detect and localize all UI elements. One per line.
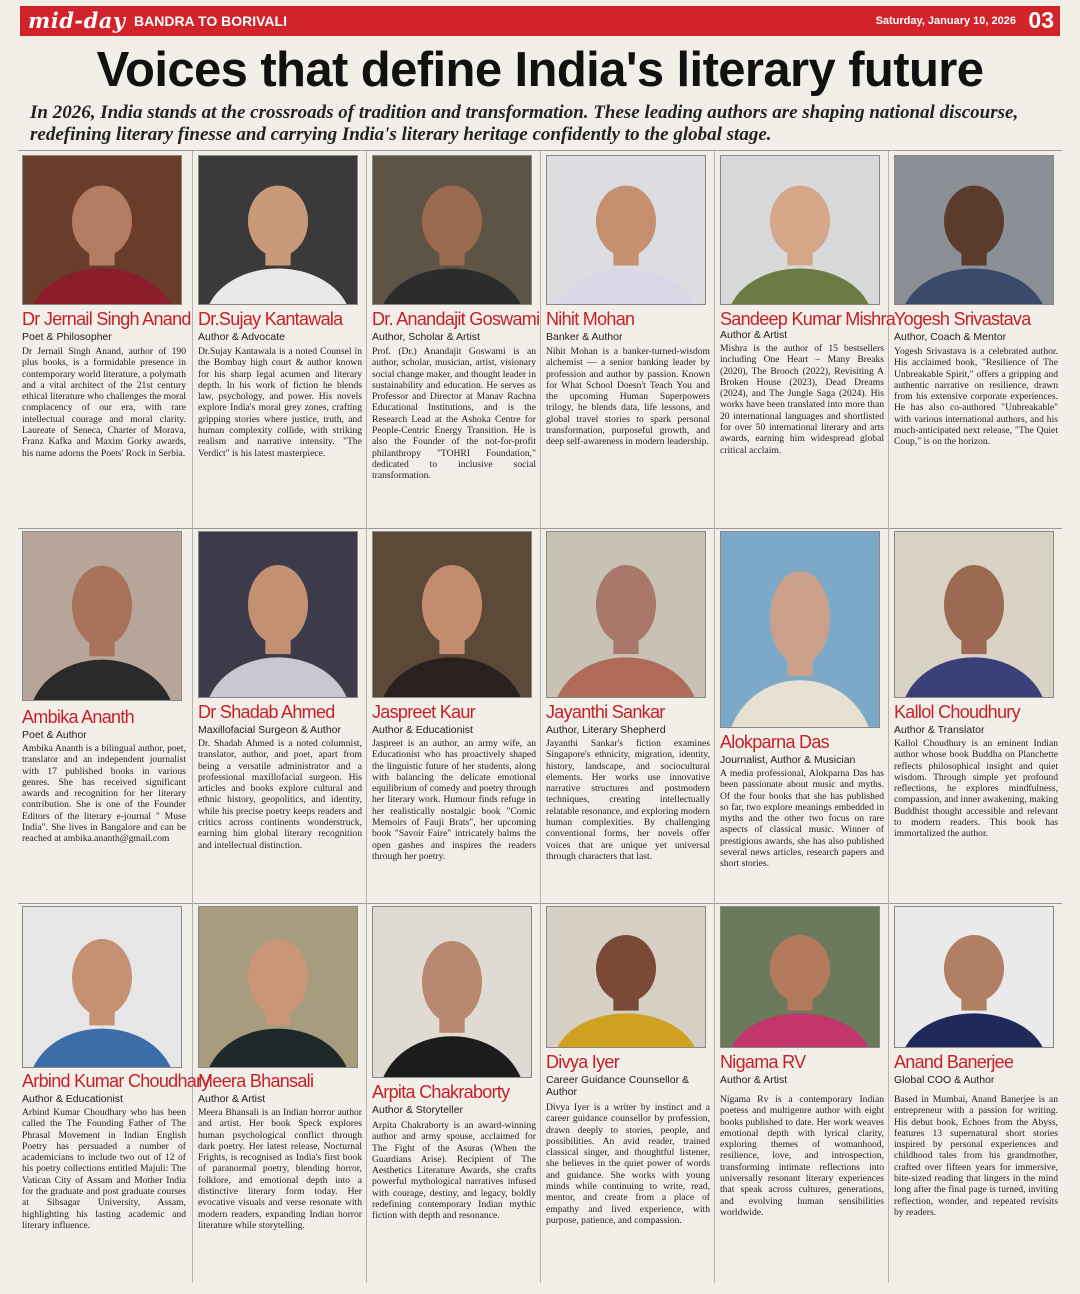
author-photo [22,531,182,701]
author-name: Jaspreet Kaur [372,702,475,722]
edition-label: BANDRA TO BORIVALI [134,13,287,29]
author-photo [546,531,706,698]
author-role: Author, Scholar & Artist [372,331,480,343]
author-bio: Meera Bhansali is an Indian horror author and artist. Her book Speck explores human psychological conflict through dark poetry. Her latest release, Nocturnal Frights, is recognised as India's first book of paranormal poetry, blending horror, folklore, and emotional depth into a distinctive literary form today. Her evocative visuals and verse resonate with modern readers, expanding Indian horror literature while storytelling. [198,1107,362,1231]
author-photo [198,531,358,698]
author-photo [720,155,880,305]
author-card [716,155,896,525]
column-divider [192,151,193,1283]
author-bio: Kallol Choudhury is an eminent Indian author whose book Buddha on Planchette reflects philosophical insight and quiet wisdom. Through simple yet profound reflections, he explores mindfulness, compassion, and inner awakening, making Buddhist thought accessible and relevant to modern readers. This book has immortalized the author. [894,738,1058,840]
page-number: 03 [1028,7,1054,33]
masthead-bar [20,6,1060,36]
author-photo [720,906,880,1048]
author-photo [546,906,706,1048]
author-name: Dr Jernail Singh Anand [22,309,191,329]
author-role: Author, Coach & Mentor [894,331,1007,343]
author-bio: Based in Mumbai, Anand Banerjee is an entrepreneur with a passion for writing. His debut book, Echoes from the Abyss, features 13 supernatural short stories inspired by personal experiences and childhood tales from his grandmother, crafted over fifteen years for immersive, bite-sized reading that lingers in the mind long after the final page is turned, inviting reflection, wonder, and repeated revisits by readers. [894,1094,1058,1218]
author-bio: Dr.Sujay Kantawala is a noted Counsel in the Bombay high court & author known for his sharp legal acumen and literary depth. In his work of fiction he blends law, psychology, and power. His novels explore India's moral grey zones, crafting gripping stories where justice, truth, and human complexity collide, with striking realism and narrative intensity. "The Verdict" is his latest masterpiece. [198,346,362,459]
author-photo [372,531,532,698]
author-bio: Nihit Mohan is a banker-turned-wisdom alchemist — a senior banking leader by profession and author by passion. Known for What School Doesn't Teach You and the upcoming Human Superpowers trilogy, he blends data, life lessons, and global travel stories to spark personal transformation, purposeful growth, and deep self-awareness in modern leadership. [546,346,710,448]
author-bio: Prof. (Dr.) Anandajit Goswami is an author, scholar, musician, artist, visionary social change maker, and thought leader in sustainability and education. He serves as Professor and Director at Manav Rachna Educational Institutions, and is the Research Lead at the Ashoka Centre for People-Centric Energy Transition. He is also the Founder of the not-for-profit philanthropy "TOHRI Foundation," dedicated to inclusive social transformation. [372,346,536,482]
author-name: Divya Iyer [546,1052,620,1072]
author-name: Kallol Choudhury [894,702,1020,722]
author-role: Author & Artist [198,1093,266,1105]
author-name: Arbind Kumar Choudhary [22,1071,210,1091]
author-bio: Ambika Ananth is a bilingual author, poet, translator and an independent journalist with 17 published books in various genres. She has received significant awards and recognition for her literary contribution. She is one of the Founder Editors of the literary e-journal " Muse India". She lives in Bangalore and can be reached at ambika.ananth@gmail.com [22,743,186,845]
author-bio: Yogesh Srivastava is a celebrated author. His acclaimed book, "Resilience of The Unbreakable Spirit," offers a gripping and authentic narrative on resilience, drawn from his extensive corporate experiences. He has also co-authored "Unbreakable" with various international authors, and his much-anticipated next release, "The Quiet Coup," is on the horizon. [894,346,1058,448]
author-bio: Jaspreet is an author, an army wife, an Educationist who has proactively shaped the linguistic future of her students, along with balancing the delicate emotional equilibrium of comedy and poetry through her literary work. Humour finds refuge in her realistically nostalgic book "Comic Memoirs of Fauji Brats", her upcoming book "Savoir Faire" intricately balms the open gashes and inspires the readers through her poetry. [372,738,536,862]
author-card [18,531,190,901]
author-bio: Arpita Chakraborty is an award-winning author and army spouse, acclaimed for The Fight of the Asuras (When the Guardians Arise). Recipient of The Aesthetics Literature Awards, she crafts powerful mythological narratives infused with courage, destiny, and legacy, boldly redefining contemporary Indian mythic fiction with depth and resonance. [372,1120,536,1222]
author-name: Alokparna Das [720,732,829,752]
author-card [716,531,888,901]
page-headline: Voices that define India's literary future [96,43,984,97]
author-photo [372,155,532,305]
author-name: Dr.Sujay Kantawala [198,309,343,329]
author-name: Dr Shadab Ahmed [198,702,335,722]
author-name: Anand Banerjee [894,1052,1014,1072]
author-bio: Dr. Shadab Ahmed is a noted columnist, translator, author, and poet, apart from being a versatile administrator and a professional maxillofacial surgeon. His articles and books explore cultural and ethnic history, geopolitics, and identity, while his precise poetry keeps readers and critics across continents wonderstruck, earning him global literary recognition and intellectual distinction. [198,738,362,851]
author-card [542,531,714,901]
author-bio: Arbind Kumar Choudhary who has been called the The Founding Father of The Phrasal Movement in Indian English Poetry has persuaded a number of academicians to include two out of 12 of his poetry collections entitled Majuli: The Vatican City of Assam and Mother India for the graduate and post graduate courses at Sibsagar University, Assam, highlighting his lasting academic and literary influence. [22,1107,186,1231]
author-bio: Mishra is the author of 15 bestsellers including One Heart – Many Breaks (2020), The Brooch (2022), Revisiting A Broken House (2023), Dead Dreams (2024), and The Jungle Saga (2024). His works have been translated into more than 20 international languages and shortlisted for over 50 international literary and arts awards, earning him widespread global critical acclaim. [720,343,884,456]
author-card [194,531,366,901]
author-role: Author & Advocate [198,331,285,343]
author-photo [894,531,1054,698]
date-label: Saturday, January 10, 2026 [875,15,1016,27]
author-name: Nihit Mohan [546,309,635,329]
author-card [542,906,714,1278]
author-photo [546,155,706,305]
author-role: Author & Artist [720,329,788,341]
author-name: Ambika Ananth [22,707,134,727]
author-name: Meera Bhansali [198,1071,314,1091]
author-card [18,906,210,1278]
author-role: Author & Artist [720,1074,788,1086]
author-photo [198,155,358,305]
author-card [542,155,714,525]
author-bio: A media professional, Alokparna Das has been passionate about music and myths. Of the four books that she has published so far, two explore meanings embedded in myths and the other two focus on rare aspects of classical music. Winner of prestigious awards, she has also published several news articles, research papers and short stories. [720,768,884,870]
author-role: Maxillofacial Surgeon & Author [198,724,341,736]
author-role: Poet & Author [22,729,87,741]
author-card [890,155,1062,525]
author-bio: Dr Jernail Singh Anand, author of 190 plus books, is a formidable presence in contemporary world literature, a polymath and a vital architect of the 21st century ethical literature who challenges the moral complacency of our era, with rare intellectual courage and moral clarity. Laureate of Seneca, Charter of Morava, Franz Kafka and Maxim Gorky awards, his name adorns the Poets' Rock in Serbia. [22,346,186,459]
author-role: Banker & Author [546,331,623,343]
author-card [18,155,190,525]
author-role: Poet & Philosopher [22,331,112,343]
author-card [716,906,888,1278]
author-card [194,155,366,525]
author-role: Career Guidance Counsellor & Author [546,1074,689,1098]
brand-logo: mid-day [28,8,126,33]
author-photo [894,906,1054,1048]
author-bio: Divya Iyer is a writer by instinct and a career guidance counsellor by profession, drawn deeply to stories, people, and possibilities. An avid reader, trained classical singer, and thoughtful listener, she believes in the quiet power of words and guidance. She works with young minds while continuing to write, read, mentor, and create from a place of empathy and lived experience, with purpose, patience, and compassion. [546,1102,710,1226]
author-card [368,531,540,901]
author-photo [22,906,182,1068]
author-photo [720,531,880,728]
author-card [890,906,1062,1278]
author-role: Author & Educationist [22,1093,123,1105]
author-name: Arpita Chakraborty [372,1082,510,1102]
author-name: Yogesh Srivastava [894,309,1031,329]
author-name: Jayanthi Sankar [546,702,665,722]
author-name: Sandeep Kumar Mishra [720,309,896,329]
author-card [368,155,540,525]
author-photo [22,155,182,305]
authors-grid [18,150,1062,1283]
author-bio: Jayanthi Sankar's fiction examines Singapore's ethnicity, migration, identity, history, landscape, and sociocultural elements. Her works use innovative narrative structures and postmodern techniques, creating intellectually relatable resonance, and exploring modern human complexities. By challenging conventional forms, her novels offer voices that are unique yet universal through characters that last. [546,738,710,862]
author-photo [372,906,532,1078]
author-role: Author & Translator [894,724,985,736]
author-photo [198,906,358,1068]
author-name: Dr. Anandajit Goswami [372,309,540,329]
author-role: Author, Literary Shepherd [546,724,666,736]
author-card [368,906,540,1278]
author-card [890,531,1062,901]
author-card [194,906,366,1278]
author-name: Nigama RV [720,1052,806,1072]
author-role: Global COO & Author [894,1074,995,1086]
article-deck: In 2026, India stands at the crossroads of tradition and transformation. These leading authors are shaping national discourse, redefining literary finesse and carrying India's literary heritage confidently to the global stage. [30,102,1019,145]
author-photo [894,155,1054,305]
author-role: Author & Storyteller [372,1104,464,1116]
author-role: Author & Educationist [372,724,473,736]
author-bio: Nigama Rv is a contemporary Indian poetess and multigenre author with eight books published to date. Her work weaves emotional depth with lyrical clarity, exploring themes of womanhood, resilience, love, and introspection, transforming intimate reflections into universally resonant literary experiences that speak across cultures, generations, and evolving human sensibilities worldwide. [720,1094,884,1218]
author-role: Journalist, Author & Musician [720,754,856,766]
